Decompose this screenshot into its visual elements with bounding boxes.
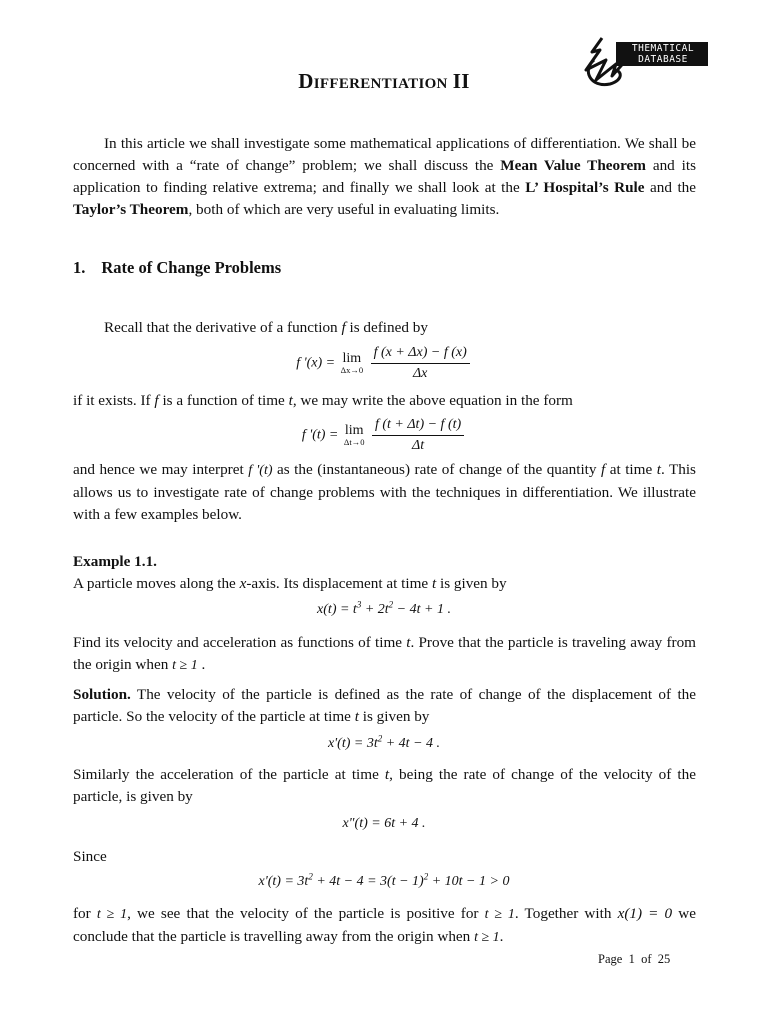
similarly-paragraph: Similarly the acceleration of the particle at time t, being the rate of change of the velocity of the particle, is given by — [73, 766, 696, 805]
intro-paragraph: In this article we shall investigate some mathematical applications of differentiation. We shall be concerned with a “rate of change” problem; we shall discuss the Mean Value Theorem and its application to finding relative extrema; and finally we shall look at the L’ Hospital’s Rule and the Taylor’s Theorem, both of which are very useful in evaluating limits. — [73, 135, 697, 218]
solution-paragraph: Solution. The velocity of the particle is defined as the rate of change of the displacement of the particle. So the velocity of the particle at time t is given by — [73, 686, 696, 725]
equation-acceleration: x"(t) = 6t + 4 . — [342, 816, 426, 831]
if-exists-text: if it exists. If f is a function of time t, we may write the above equation in the form — [73, 392, 573, 409]
since-text: Since — [73, 848, 107, 865]
equation-velocity-positive: $x'(t) = 3t^2 + 4t - 4 = 3(t - 1)^2 + 10t - 1 > 0$ — [258, 871, 510, 889]
page-number: Page 1 of 25 — [598, 952, 671, 966]
example-text: A particle moves along the x-axis. Its displacement at time t is given by — [73, 575, 507, 592]
logo-text-line1: THEMATICAL — [631, 43, 695, 54]
equation-derivative-definition: f '(x) = lim Δx→0 $\frac{f (x + \Delta x) - f (x)}{\Delta x}$ — [0, 344, 768, 383]
equation-displacement: $x(t) = t^3 + 2t^2 - 4t + 1$ . — [317, 599, 451, 617]
equation-time-derivative: f '(t) = lim Δt→0 $\frac{f (t + \Delta t) - f (t)}{\Delta t}$ — [0, 416, 768, 455]
example-label: Example 1.1. — [73, 553, 157, 570]
logo-text-line2: DATABASE — [638, 54, 688, 65]
interpret-paragraph: and hence we may interpret f '(t) as the (instantaneous) rate of change of the quantity f at time t. This allows us to investigate rate of change problems with the techniques in differentiation. We illustrate with a few examples below. — [73, 461, 696, 523]
section-heading: 1. Rate of Change Problems — [73, 258, 282, 277]
page-title: DIFFERENTIATION II — [298, 69, 470, 93]
find-paragraph: Find its velocity and acceleration as functions of time t. Prove that the particle is traveling away from the origin when t ≥ 1 . — [73, 634, 696, 673]
recall-text: Recall that the derivative of a function f is defined by — [104, 319, 428, 336]
conclusion-paragraph: for t ≥ 1, we see that the velocity of the particle is positive for t ≥ 1. Together with x(1) = 0 we conclude that the particle is travelling away from the origin when t ≥ 1. — [73, 905, 697, 945]
equation-velocity: $x'(t) = 3t^2 + 4t - 4$ . — [327, 733, 441, 751]
